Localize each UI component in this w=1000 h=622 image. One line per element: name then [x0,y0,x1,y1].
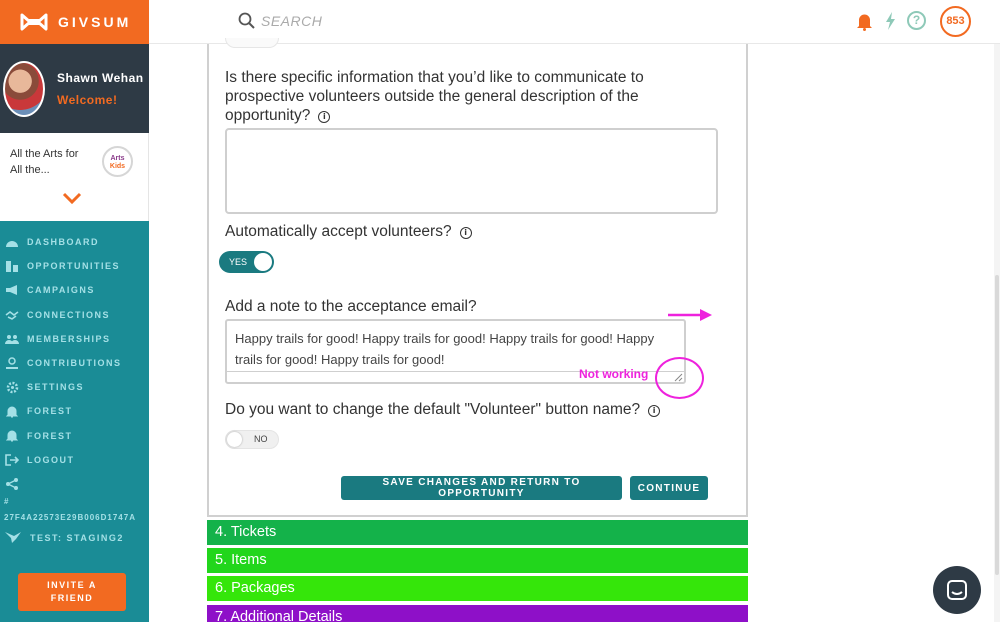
lightning-icon[interactable] [884,11,896,31]
sidebar-item-contributions[interactable] [0,351,149,375]
logout-icon [4,453,20,467]
section-additional-details[interactable]: 7. Additional Details [207,605,748,622]
bell-icon [4,429,20,443]
environment-label [4,530,124,546]
sidebar-item-label: LOGOUT [27,454,75,465]
annotation-circle [655,357,704,399]
question-text: Add a note to the acceptance email? [225,298,477,315]
sidebar-item-label: MEMBERSHIPS [27,333,111,344]
sidebar-item-logout[interactable] [0,448,149,472]
help-icon[interactable]: ? [907,11,926,30]
sidebar-item-label: CAMPAIGNS [27,285,95,296]
brand-header[interactable] [0,0,149,44]
sidebar-item-label: DASHBOARD [27,237,99,248]
question-text: Do you want to change the default "Volunteer" button name? [225,401,641,418]
sidebar-item-opportunities[interactable] [0,254,149,278]
givsum-logo-icon [20,13,48,31]
section-packages[interactable]: 6. Packages [207,576,748,601]
annotation-text: Not working [579,367,649,381]
sidebar-item-memberships[interactable] [0,327,149,351]
dashboard-icon [4,235,20,249]
question-auto-accept [225,222,472,241]
group-icon [4,332,20,346]
sidebar-item-dashboard[interactable] [0,230,149,254]
invite-friend-button[interactable] [18,573,126,611]
question-button-name [225,400,660,419]
question-specific-info [225,68,705,125]
sidebar-item-label: CONNECTIONS [27,309,111,320]
section-tickets[interactable]: 4. Tickets [207,520,748,545]
previous-toggle[interactable] [225,38,279,48]
sidebar-item-forest[interactable] [0,399,149,423]
environment-text: TEST: STAGING2 [30,533,124,543]
avatar[interactable] [3,61,45,117]
toggle-label: YES [229,257,248,267]
section-items[interactable]: 5. Items [207,548,748,573]
handshake-icon [4,308,20,322]
org-logo-text: Arts [110,155,125,162]
brand-name: GIVSUM [58,14,132,30]
sidebar-item-forest-2[interactable] [0,424,149,448]
chat-icon [946,579,968,601]
sidebar-item-label: FOREST [27,430,73,441]
build-hash-value: 27F4A22573E29B006D1747A [4,513,136,522]
org-switcher[interactable] [0,133,149,221]
toggle-knob [254,253,272,271]
invite-label-2: FRIEND [50,593,94,603]
specific-info-textarea[interactable] [225,128,718,214]
org-logo-text-2: Kids [109,163,126,170]
opportunities-icon [4,259,20,273]
continue-button[interactable]: CONTINUE [630,476,708,500]
build-hash-prefix: # [4,497,10,506]
sidebar-item-label: FOREST [27,406,73,417]
search-input[interactable] [261,10,561,32]
share-icon [4,477,20,491]
bell-icon [4,404,20,418]
toggle-label: NO [254,434,268,444]
question-acceptance-note [225,297,477,316]
points-badge[interactable]: 853 [940,6,971,37]
profile-name: Shawn Wehan [57,70,144,85]
sidebar-item-connections[interactable] [0,303,149,327]
contributions-icon [4,356,20,370]
info-icon[interactable]: i [318,111,330,123]
chat-button[interactable] [933,566,981,614]
sidebar-item-label: OPPORTUNITIES [27,261,121,272]
info-icon[interactable]: i [648,405,660,417]
profile-welcome: Welcome! [57,92,118,107]
sidebar-item-campaigns[interactable] [0,278,149,302]
notification-bell-icon[interactable] [856,12,873,31]
question-text: Is there specific information that you’d like to communicate to prospective volunteers outside the general description of the opportunity? [225,69,644,124]
gear-icon [4,380,20,394]
question-text: Automatically accept volunteers? [225,223,452,240]
org-logo [102,146,133,177]
search-icon[interactable] [238,12,255,29]
save-and-return-button[interactable]: SAVE CHANGES AND RETURN TO OPPORTUNITY [341,476,622,500]
toggle-knob [227,432,242,447]
sidebar-item-label: SETTINGS [27,382,85,393]
org-name: All the Arts for All the... [10,148,79,176]
build-hash [4,494,136,526]
sidebar-item-share[interactable] [0,472,149,496]
invite-label-1: INVITE A [47,580,97,590]
auto-accept-toggle[interactable] [219,251,274,273]
sidebar-nav [0,230,149,496]
profile-panel[interactable] [0,44,149,133]
annotation-arrow-icon [666,306,714,324]
button-name-toggle[interactable] [225,430,279,449]
sidebar-item-label: CONTRIBUTIONS [27,358,122,369]
page-scrollbar-thumb[interactable] [995,275,999,575]
sidebar-item-settings[interactable] [0,375,149,399]
megaphone-icon [4,283,20,297]
bird-icon [4,530,22,546]
info-icon[interactable]: i [460,227,472,239]
chevron-down-icon[interactable] [62,191,82,205]
